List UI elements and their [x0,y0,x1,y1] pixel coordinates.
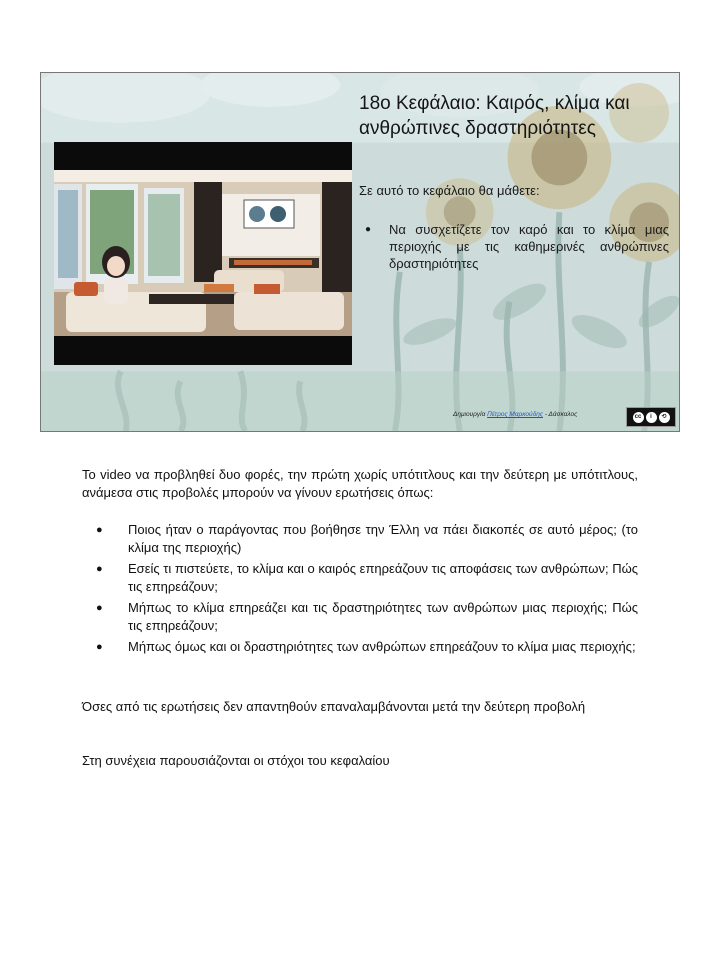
slide-frame [40,72,680,432]
cc-by-sa-icon[interactable]: cc i ⟲ [626,407,676,427]
credit-author-link[interactable]: Πέτρος Μαρκούδης [487,411,543,418]
instruction-paragraph: Το video να προβληθεί δυο φορές, την πρώτη χωρίς υπότιτλους και την δεύτερη με υπότιτλους, ανάμεσα στις προβολές μπορούν να γίνουν ερωτήσεις όπως: [82,467,638,500]
followup-paragraph: Όσες από τις ερωτήσεις δεν απαντηθούν επαναλαμβάνονται μετά την δεύτερη προβολή [82,699,586,714]
question-item: ● Μήπως όμως και οι δραστηριότητες των ανθρώπων επηρεάζουν το κλίμα μιας περιοχής; [82,638,638,656]
question-list [82,521,638,659]
video-player[interactable] [54,142,352,365]
slide-intro: Σε αυτό το κεφάλαιο θα μάθετε: [359,183,540,198]
next-steps-paragraph: Στη συνέχεια παρουσιάζονται οι στόχοι του κεφαλαίου [82,753,390,768]
question-item: ● Εσείς τι πιστεύετε, το κλίμα και ο καιρός επηρεάζουν τις αποφάσεις των ανθρώπων; Πώς τις επηρεάζουν; [82,560,638,596]
video-thumbnail [54,142,352,365]
slide-bullet-list [359,221,669,272]
slide-title: 18ο Κεφάλαιο: Καιρός, κλίμα και ανθρώπινες δραστηριότητες [359,93,630,139]
question-item: ● Μήπως το κλίμα επηρεάζει και τις δραστηριότητες των ανθρώπων μιας περιοχής; Πώς τις επηρεάζουν; [82,599,638,635]
slide-bullet-item: ● Να συσχετίζετε τον καρό και το κλίμα μιας περιοχής με τις καθημερινές ανθρώπινες δραστηριότητες [359,221,669,272]
credit-prefix: Δημιουργία [453,411,486,418]
question-item: ● Ποιος ήταν ο παράγοντας που βοήθησε την Έλλη να πάει διακοπές σε αυτό μέρος; (το κλίμα της περιοχής) [82,521,638,557]
credit-suffix: - Δάσκαλος [544,411,578,418]
credit-line [453,411,577,418]
